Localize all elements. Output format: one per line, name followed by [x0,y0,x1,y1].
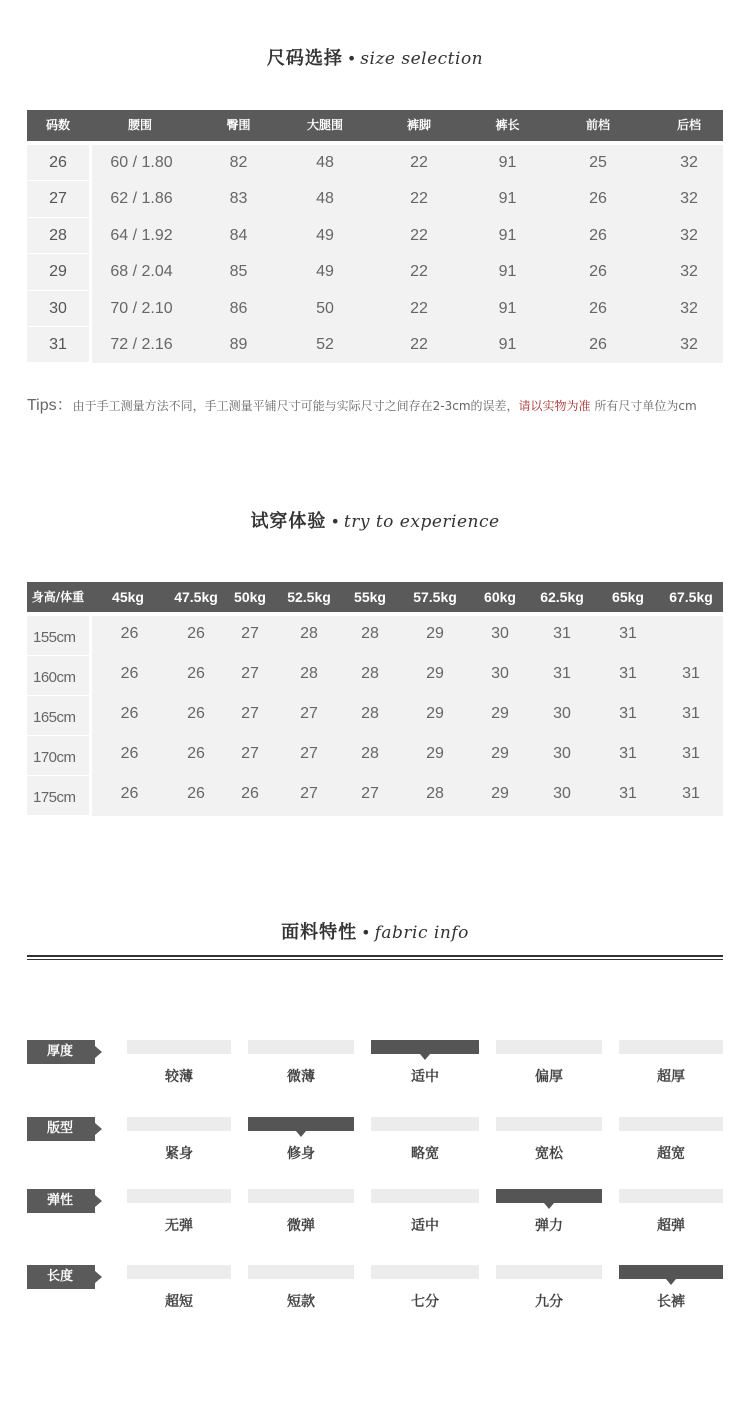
fit-section-title [0,507,750,533]
size-value-cell: 70 / 2.10 [110,299,173,317]
height-cell: 160cm [27,656,89,696]
option-bar [619,1117,723,1131]
size-value-cell: 64 / 1.92 [110,226,173,244]
size-recommend-cell: 31 [619,705,637,722]
size-recommend-cell: 31 [619,625,637,642]
size-recommend-cell: 28 [426,785,444,802]
title-dot: • [346,49,357,68]
size-value-cell: 26 [589,335,607,353]
fit-table-body [27,616,723,816]
size-recommend-cell: 31 [553,625,571,642]
fabric-option-label: 短款 [287,1294,315,1310]
size-value-cell: 22 [410,190,428,208]
fabric-title-cn: 面料特性 [281,922,358,943]
fabric-option [127,1040,231,1086]
size-recommend-cell: 29 [426,705,444,722]
fabric-option [371,1265,479,1311]
size-section-title [0,44,750,70]
size-header-cell: 腰围 [127,118,152,132]
fabric-option [248,1040,354,1086]
fabric-option [127,1117,231,1163]
size-title-cn: 尺码选择 [266,48,343,69]
size-code-column [27,145,89,363]
size-recommend-cell: 28 [361,705,379,722]
option-bar-selected [371,1040,479,1054]
fabric-section-title [0,918,750,944]
size-value-cell: 32 [680,154,698,171]
size-values-area [92,145,723,363]
size-value-cell: 50 [316,299,334,317]
fit-table-row [92,696,723,736]
size-recommend-cell: 31 [682,705,700,722]
size-header-cell: 裤长 [495,118,520,132]
size-header-cell: 后档 [676,118,701,132]
option-bar [371,1189,479,1203]
size-recommend-cell: 29 [426,665,444,682]
size-value-cell: 32 [680,335,698,353]
size-recommend-cell: 27 [241,745,259,762]
option-bar [248,1040,354,1054]
fabric-attribute-row [27,1117,723,1177]
size-value-cell: 91 [498,226,517,244]
size-recommend-cell: 26 [187,625,205,642]
size-code-cell: 31 [27,327,89,363]
size-recommend-cell: 29 [491,785,509,802]
size-recommend-cell: 31 [619,745,637,762]
size-value-cell: 68 / 2.04 [110,263,173,281]
fabric-option [496,1265,602,1311]
size-value-cell: 22 [410,335,428,353]
fabric-option-label: 修身 [287,1146,315,1162]
size-value-cell: 49 [316,226,334,244]
size-recommend-cell: 28 [300,625,318,642]
fabric-option-label: 偏厚 [535,1069,563,1085]
fabric-option [248,1117,354,1163]
fabric-option [496,1040,602,1086]
size-recommend-cell: 28 [361,665,379,682]
size-value-cell: 32 [680,299,698,317]
fabric-attribute-label: 长度 [27,1265,95,1289]
option-bar [371,1265,479,1279]
size-recommend-cell: 27 [300,745,318,762]
option-bar [619,1189,723,1203]
size-recommend-cell: 26 [187,705,205,722]
size-table-row [92,254,723,290]
option-bar-selected [619,1265,723,1279]
option-bar [127,1117,231,1131]
fabric-option-label: 微薄 [287,1069,315,1085]
fit-table-row [92,776,723,816]
size-code-cell: 28 [27,218,89,254]
fabric-attribute-row [27,1040,723,1100]
fabric-option-label: 弹力 [535,1218,563,1234]
size-value-cell: 85 [229,263,248,281]
size-value-cell: 48 [316,154,334,171]
fabric-option-label: 九分 [535,1294,563,1310]
size-recommend-cell: 30 [553,705,571,722]
fit-table-row [92,736,723,776]
size-recommend-cell: 29 [426,625,444,642]
size-recommend-cell: 26 [241,785,259,802]
option-bar [619,1040,723,1054]
fabric-attribute-row [27,1265,723,1325]
size-recommend-cell: 26 [187,785,205,802]
size-recommend-cell: 29 [491,745,509,762]
fit-header-cell: 60kg [484,589,516,605]
fit-header-cell: 57.5kg [413,589,457,605]
tips-note [27,392,697,415]
fit-header-cell: 62.5kg [540,589,584,605]
size-recommend-cell: 31 [682,745,700,762]
fabric-option-label: 适中 [411,1218,439,1234]
size-recommend-cell: 27 [361,785,379,802]
tips-text: 由于手工测量方法不同，手工测量平铺尺寸可能与实际尺寸之间存在2-3cm的误差， [72,399,519,413]
fit-table-row [92,616,723,656]
size-value-cell: 91 [498,190,517,208]
fit-header-cell: 45kg [112,589,144,605]
size-header-cell: 裤脚 [406,118,431,132]
fabric-attribute-label: 弹性 [27,1189,95,1213]
size-recommend-cell: 28 [361,625,379,642]
size-recommend-cell: 30 [553,785,571,802]
size-header-cell: 前档 [585,118,610,132]
size-recommend-cell: 26 [187,745,205,762]
size-recommend-cell: 30 [491,665,509,682]
size-recommend-cell: 26 [187,665,205,682]
size-recommend-cell: 27 [241,705,259,722]
size-value-cell: 72 / 2.16 [110,335,173,353]
fabric-option-label: 宽松 [535,1146,563,1162]
tips-label: Tips： [27,397,73,414]
size-header-cell: 码数 [45,118,70,132]
size-recommend-cell: 31 [619,785,637,802]
size-value-cell: 83 [229,190,248,208]
fit-header-cell: 65kg [612,589,644,605]
fabric-option [371,1117,479,1163]
size-recommend-cell: 26 [120,745,139,762]
fabric-option [127,1189,231,1235]
fabric-option [127,1265,231,1311]
fit-title-en: try to experience [343,512,500,532]
size-table-row [92,218,723,254]
fabric-option-label: 长裤 [657,1294,685,1310]
height-cell: 165cm [27,696,89,736]
size-recommend-cell: 26 [120,705,139,722]
size-recommend-cell: 29 [491,705,509,722]
fabric-option [496,1189,602,1235]
size-value-cell: 60 / 1.80 [110,154,173,171]
option-bar-selected [496,1189,602,1203]
size-value-cell: 26 [589,299,607,317]
fabric-option-label: 超厚 [657,1069,685,1085]
fabric-option [371,1040,479,1086]
size-code-cell: 26 [27,145,89,181]
size-code-cell: 30 [27,291,89,327]
fabric-option [496,1117,602,1163]
size-code-cell: 27 [27,181,89,217]
option-bar [496,1117,602,1131]
option-bar [248,1189,354,1203]
size-value-cell: 91 [498,335,517,353]
title-dot: • [330,512,340,531]
fabric-option-label: 七分 [411,1294,439,1310]
height-cell: 155cm [27,616,89,656]
size-value-cell: 84 [229,226,248,244]
size-recommend-cell: 27 [241,625,259,642]
title-dot: • [361,923,371,942]
size-recommend-cell: 26 [120,665,139,682]
size-value-cell: 32 [680,226,698,244]
size-value-cell: 25 [589,154,607,171]
tips-highlight: 请以实物为准 [518,399,591,413]
fit-header-cell: 52.5kg [287,589,331,605]
fit-table-header [27,582,723,612]
tips-suffix: 所有尺寸单位为cm [590,399,697,413]
size-value-cell: 32 [680,263,698,281]
size-table-row [92,291,723,327]
fabric-option [371,1189,479,1235]
option-bar [371,1117,479,1131]
size-value-cell: 91 [498,299,517,317]
size-recommend-cell: 27 [300,785,318,802]
size-recommend-cell: 28 [361,745,379,762]
size-value-cell: 26 [589,226,607,244]
fabric-option-label: 超弹 [657,1218,685,1234]
fit-header-cell: 50kg [234,589,266,605]
fabric-option [619,1265,723,1311]
size-table-row [92,145,723,181]
size-value-cell: 22 [410,299,428,317]
size-recommend-cell: 30 [491,625,509,642]
size-value-cell: 26 [589,263,607,281]
fabric-option [619,1040,723,1086]
size-recommend-cell: 26 [120,625,139,642]
size-recommend-cell: 31 [682,665,700,682]
fit-table-row [92,656,723,696]
fabric-attribute-label: 版型 [27,1117,95,1141]
fit-table [27,582,723,816]
fabric-option-label: 略宽 [411,1146,439,1162]
size-value-cell: 91 [498,154,517,171]
fabric-attribute-row [27,1189,723,1249]
option-bar [248,1265,354,1279]
option-bar [127,1040,231,1054]
height-cell: 175cm [27,776,89,816]
size-recommend-cell: 29 [426,745,444,762]
size-value-cell: 48 [316,190,334,208]
fabric-option [619,1117,723,1163]
fabric-attribute-label: 厚度 [27,1040,95,1064]
fabric-option [248,1189,354,1235]
fit-header-cell: 67.5kg [669,589,713,605]
size-table-body [27,145,723,363]
height-column [27,616,89,816]
fabric-option-label: 超宽 [657,1146,685,1162]
fabric-option-label: 较薄 [165,1069,193,1085]
fit-header-cell: 身高/体重 [31,590,85,604]
size-value-cell: 91 [498,263,517,281]
fabric-option-label: 紧身 [165,1146,193,1162]
fit-header-cell: 55kg [354,589,386,605]
size-value-cell: 22 [410,154,428,171]
size-code-cell: 29 [27,254,89,290]
size-value-cell: 26 [589,190,607,208]
size-value-cell: 49 [316,263,334,281]
section-divider [27,955,723,960]
size-value-cell: 22 [410,226,428,244]
size-title-en: size selection [360,49,484,69]
size-recommend-cell: 27 [241,665,259,682]
size-header-cell: 大腿围 [306,118,343,132]
size-recommend-cell: 31 [682,785,700,802]
size-recommend-cell: 31 [619,665,637,682]
size-value-cell: 86 [229,299,248,317]
size-table-row [92,327,723,363]
option-bar-selected [248,1117,354,1131]
fabric-option [248,1265,354,1311]
fit-header-cell: 47.5kg [174,589,218,605]
fit-values-area [92,616,723,816]
size-table [27,110,723,363]
fabric-option-label: 微弹 [287,1218,315,1234]
fabric-title-en: fabric info [374,923,469,943]
size-table-header [27,110,723,141]
option-bar [127,1265,231,1279]
option-bar [127,1189,231,1203]
size-recommend-cell: 31 [553,665,571,682]
size-value-cell: 89 [229,335,248,353]
size-value-cell: 22 [410,263,428,281]
fabric-option-label: 超短 [165,1294,193,1310]
fabric-option-label: 适中 [411,1069,439,1085]
size-recommend-cell [659,616,723,656]
fabric-option-label: 无弹 [165,1218,193,1234]
size-recommend-cell: 27 [300,705,318,722]
size-header-cell: 臀围 [226,118,251,132]
option-bar [496,1040,602,1054]
size-recommend-cell: 26 [120,785,139,802]
size-table-row [92,181,723,217]
height-cell: 170cm [27,736,89,776]
fit-title-cn: 试穿体验 [250,511,327,532]
size-recommend-cell: 28 [300,665,318,682]
size-value-cell: 52 [316,335,334,353]
option-bar [496,1265,602,1279]
size-value-cell: 32 [680,190,698,208]
fabric-option [619,1189,723,1235]
size-value-cell: 82 [229,154,248,171]
size-value-cell: 62 / 1.86 [110,190,173,208]
size-recommend-cell: 30 [553,745,571,762]
